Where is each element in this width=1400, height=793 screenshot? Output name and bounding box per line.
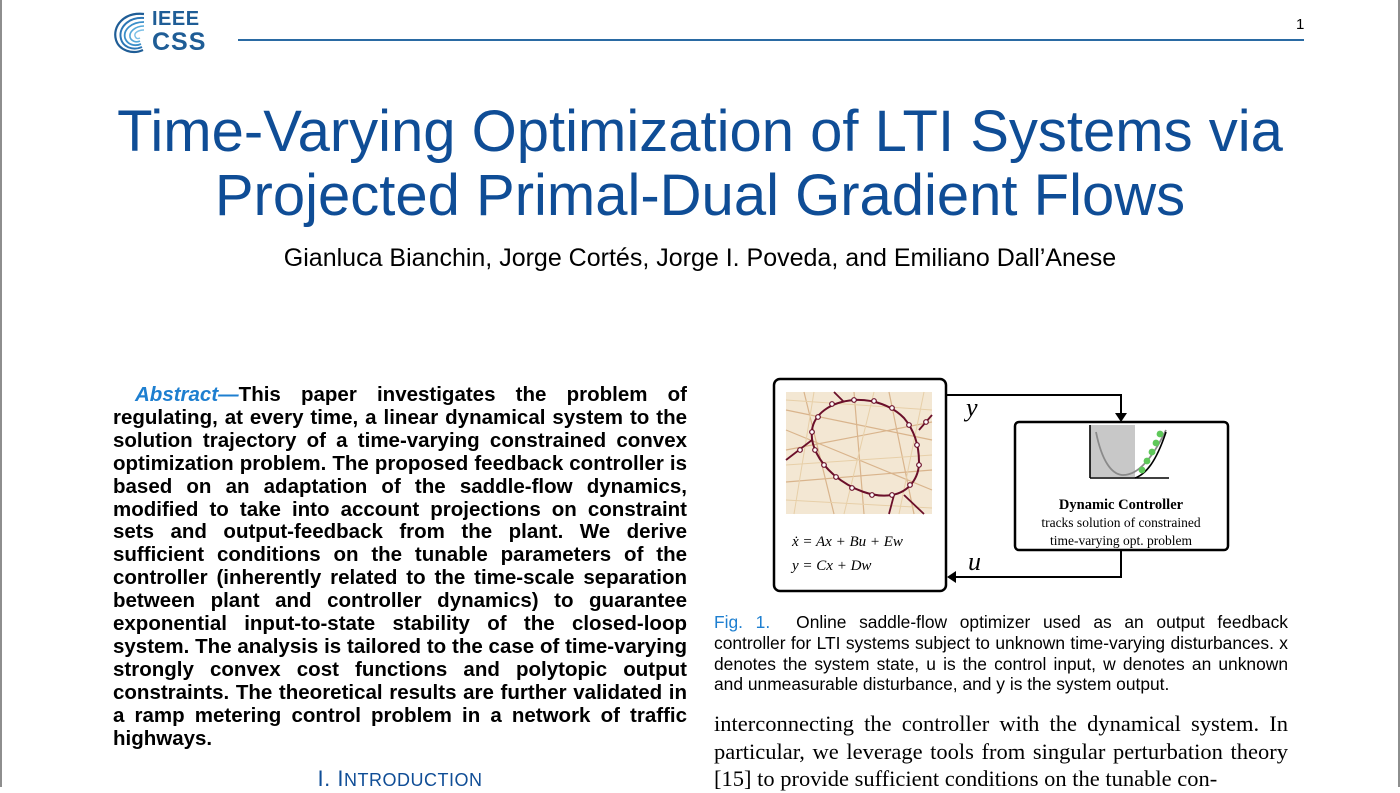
logo-ieee-text: IEEE [152, 8, 200, 30]
controller-desc-1: tracks solution of constrained [1041, 515, 1201, 530]
figure-label: Fig. 1. [714, 612, 771, 632]
output-equation: y = Cx + Dw [792, 558, 872, 574]
body-paragraph: interconnecting the controller with the dynamical system. In particular, we leverage tools from singular perturbation theory [15] to provide sufficient conditions on the tunable con- [714, 711, 1288, 791]
logo-swirl-icon [110, 6, 154, 58]
abstract-text: This paper investigates the problem of regulating, at every time, a linear dynamical system to the solution trajectory of a time-varying constrained convex optimization problem. The proposed feedback controller is based on an adaptation of the saddle-flow dynamics, modified to take into account projections on constraint sets and output-feedback from the plant. We derive sufficient conditions on the tunable parameters of the controller (inherently related to the time-scale separation between plant and controller dynamics) to guarantee exponential input-to-state stability of the closed-loop system. The analysis is tailored to the case of time-varying strongly convex cost functions and polytopic output constraints. The theoretical results are further validated in a ramp metering control problem in a network of traffic highways. [113, 383, 687, 750]
section-number: I. [317, 766, 331, 791]
abstract-lead: Abstract— [135, 383, 239, 406]
block-diagram [714, 370, 1294, 605]
author-list: Gianluca Bianchin, Jorge Cortés, Jorge I. Poveda, and Emiliano Dall’Anese [283, 244, 1117, 272]
title-line-1: Time-Varying Optimization of LTI Systems via [117, 99, 1283, 164]
caption-text: Online saddle-flow optimizer used as an output feedback controller for LTI systems subject to unknown time-varying disturbances. x denotes the system state, u is the control input, w denotes an unknown and unmeasurable disturbance, and y is the system output. [714, 612, 1288, 695]
page-number: 1 [1296, 16, 1305, 33]
traffic-map-image [786, 392, 932, 514]
controller-desc-2: time-varying opt. problem [1049, 533, 1193, 548]
section-title-initial: I [337, 766, 344, 791]
logo-css-text: CSS [152, 28, 207, 56]
state-equation: ẋ = Ax + Bu + Ew [792, 534, 903, 550]
paper-title [100, 100, 1300, 228]
controller-title: Dynamic Controller [1058, 497, 1184, 513]
output-arrowhead [1115, 413, 1127, 422]
input-label: u [968, 547, 981, 576]
section-heading [113, 766, 687, 792]
header-rule [238, 39, 1304, 41]
figure-caption [714, 612, 1288, 695]
title-line-2: Projected Primal-Dual Gradient Flows [214, 163, 1186, 228]
page-edge-left [0, 0, 2, 787]
ieee-css-logo [110, 6, 230, 58]
figure-1 [714, 370, 1294, 605]
input-arrowhead [947, 571, 956, 583]
abstract [113, 384, 687, 751]
output-label: y [966, 393, 978, 422]
section-title-rest: NTRODUCTION [343, 770, 483, 790]
